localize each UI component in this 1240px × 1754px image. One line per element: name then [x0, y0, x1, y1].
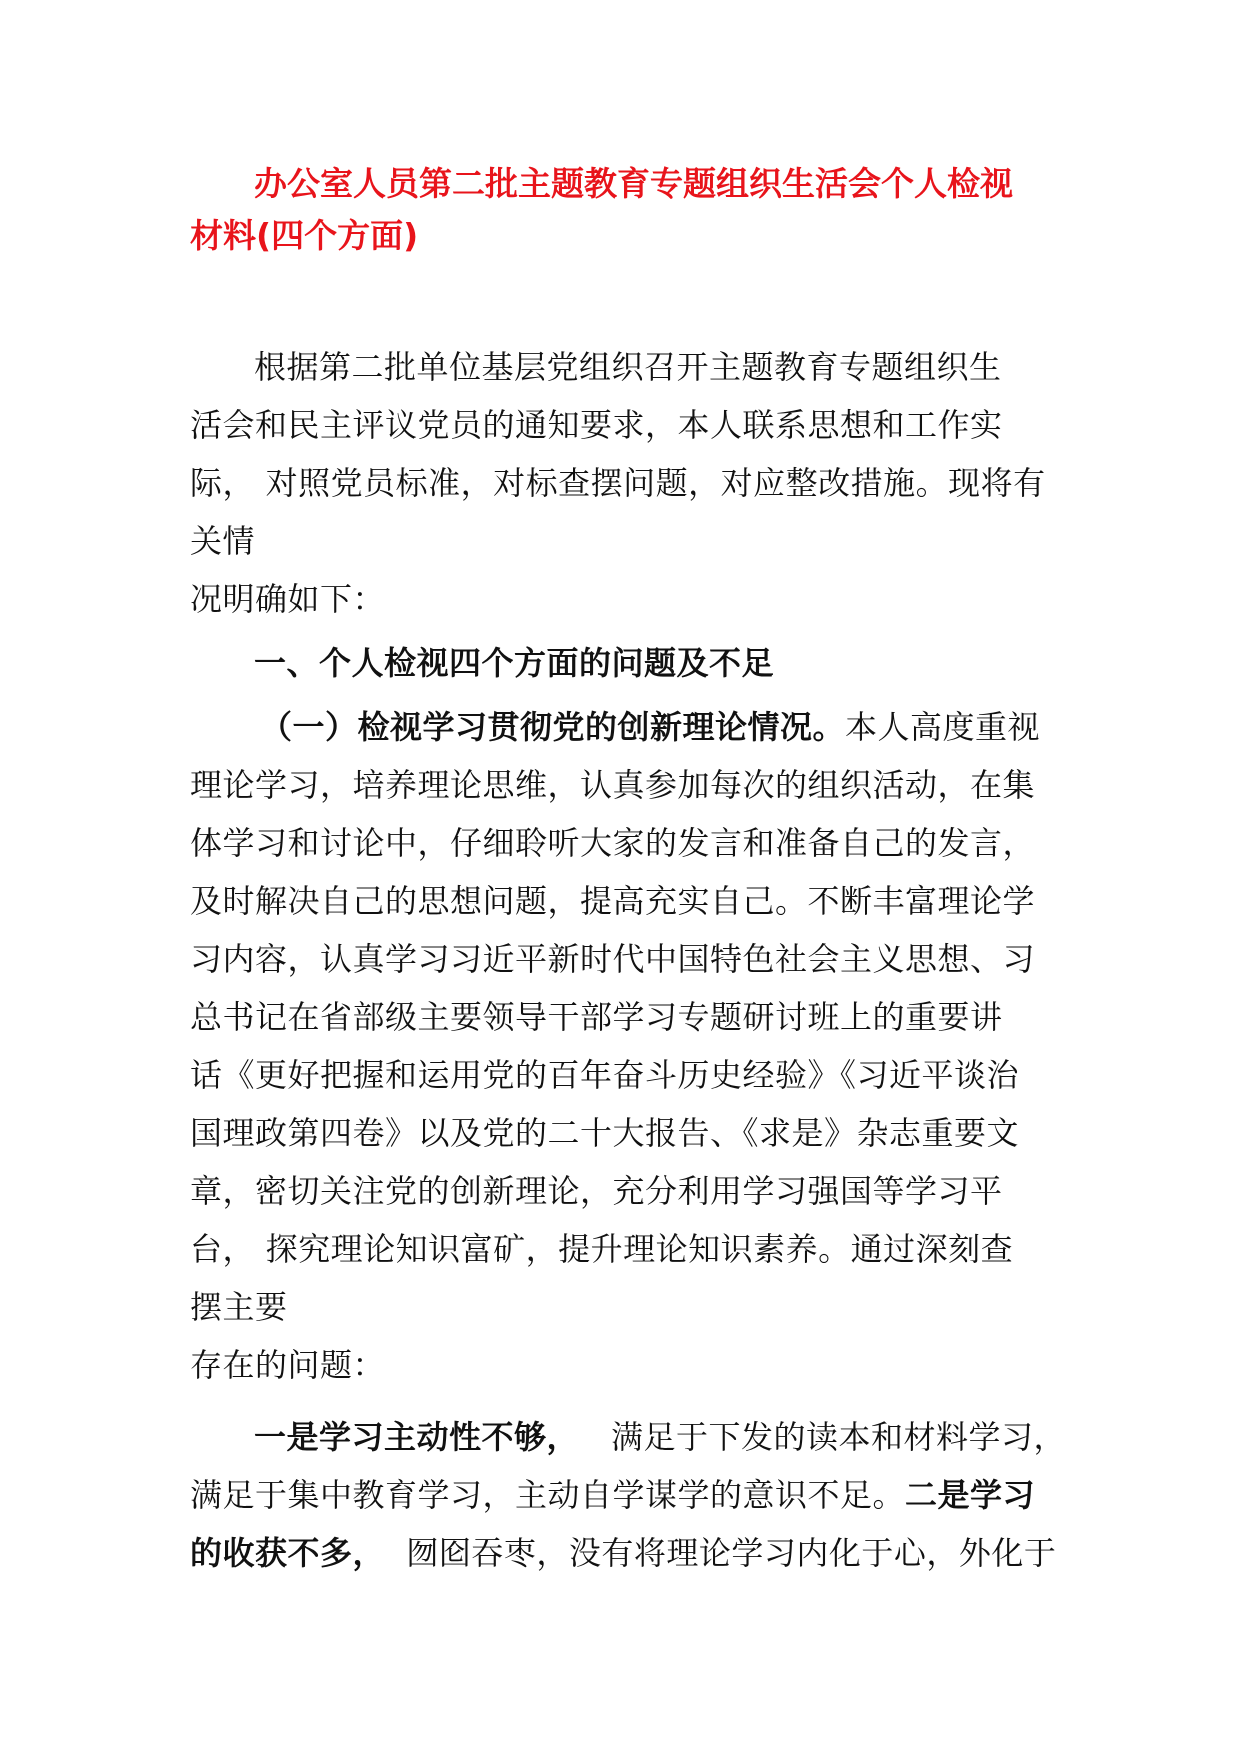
- subsection-paragraph: [190, 698, 1090, 1394]
- subsection-heading: （一）检视学习贯彻党的创新理论情况。: [260, 708, 846, 746]
- title-line-2: 材料(四个方面): [190, 216, 419, 255]
- problem-2-label: 二是学习: [905, 1476, 1036, 1514]
- problem-1-text: 满足于下发的读本和材料学习，: [579, 1418, 1067, 1456]
- problems-paragraph: [190, 1408, 1090, 1582]
- subsection-line: 理论学习，培养理论思维，认真参加每次的组织活动，在集: [190, 766, 1036, 804]
- subsection-line: 台， 探究理论知识富矿，提升理论知识素养。通过深刻查: [190, 1230, 1014, 1268]
- subsection-line: 体学习和讨论中，仔细聆听大家的发言和准备自己的发言，: [190, 824, 1036, 862]
- intro-line: 际， 对照党员标准，对标查摆问题，对应整改措施。现将有: [190, 464, 1046, 502]
- problem-2-label-cont: 的收获不多，: [190, 1534, 386, 1572]
- title-line-1: 办公室人员第二批主题教育专题组织生活会个人检视: [254, 164, 1013, 203]
- intro-line: 况明确如下：: [190, 580, 386, 618]
- intro-line: 关情: [190, 522, 256, 560]
- problem-line-3: [190, 1524, 1090, 1582]
- subsection-line: 国理政第四卷》以及党的二十大报告、《求是》杂志重要文: [190, 1114, 1020, 1152]
- subsection-first-line: [190, 698, 1090, 756]
- problem-1-text-cont: 满足于集中教育学习，主动自学谋学的意识不足。: [190, 1476, 906, 1514]
- intro-line: 活会和民主评议党员的通知要求，本人联系思想和工作实: [190, 406, 1003, 444]
- problem-line-2: [190, 1466, 1090, 1524]
- subsection-first-line-text: 本人高度重视: [845, 708, 1041, 746]
- subsection-line: 章，密切关注党的创新理论，充分利用学习强国等学习平: [190, 1172, 1003, 1210]
- subsection-line: 及时解决自己的思想问题，提高充实自己。不断丰富理论学: [190, 882, 1036, 920]
- subsection-line: 摆主要: [190, 1288, 288, 1326]
- subsection-line: 话《更好把握和运用党的百年奋斗历史经验》《习近平谈治: [190, 1056, 1020, 1094]
- intro-paragraph: [190, 338, 1090, 628]
- intro-line: 根据第二批单位基层党组织召开主题教育专题组织生: [254, 348, 1002, 386]
- problem-line-1: [190, 1408, 1090, 1466]
- problem-1-label: 一是学习主动性不够，: [254, 1418, 580, 1456]
- document-body: [190, 338, 1090, 1582]
- subsection-line: 总书记在省部级主要领导干部学习专题研讨班上的重要讲: [190, 998, 1003, 1036]
- document-title: [190, 158, 1090, 262]
- section-heading: 一、个人检视四个方面的问题及不足: [254, 644, 775, 682]
- subsection-line: 习内容，认真学习习近平新时代中国特色社会主义思想、习: [190, 940, 1036, 978]
- subsection-line: 存在的问题：: [190, 1346, 386, 1384]
- problem-2-text: 囫囵吞枣，没有将理论学习内化于心，外化于: [385, 1534, 1057, 1572]
